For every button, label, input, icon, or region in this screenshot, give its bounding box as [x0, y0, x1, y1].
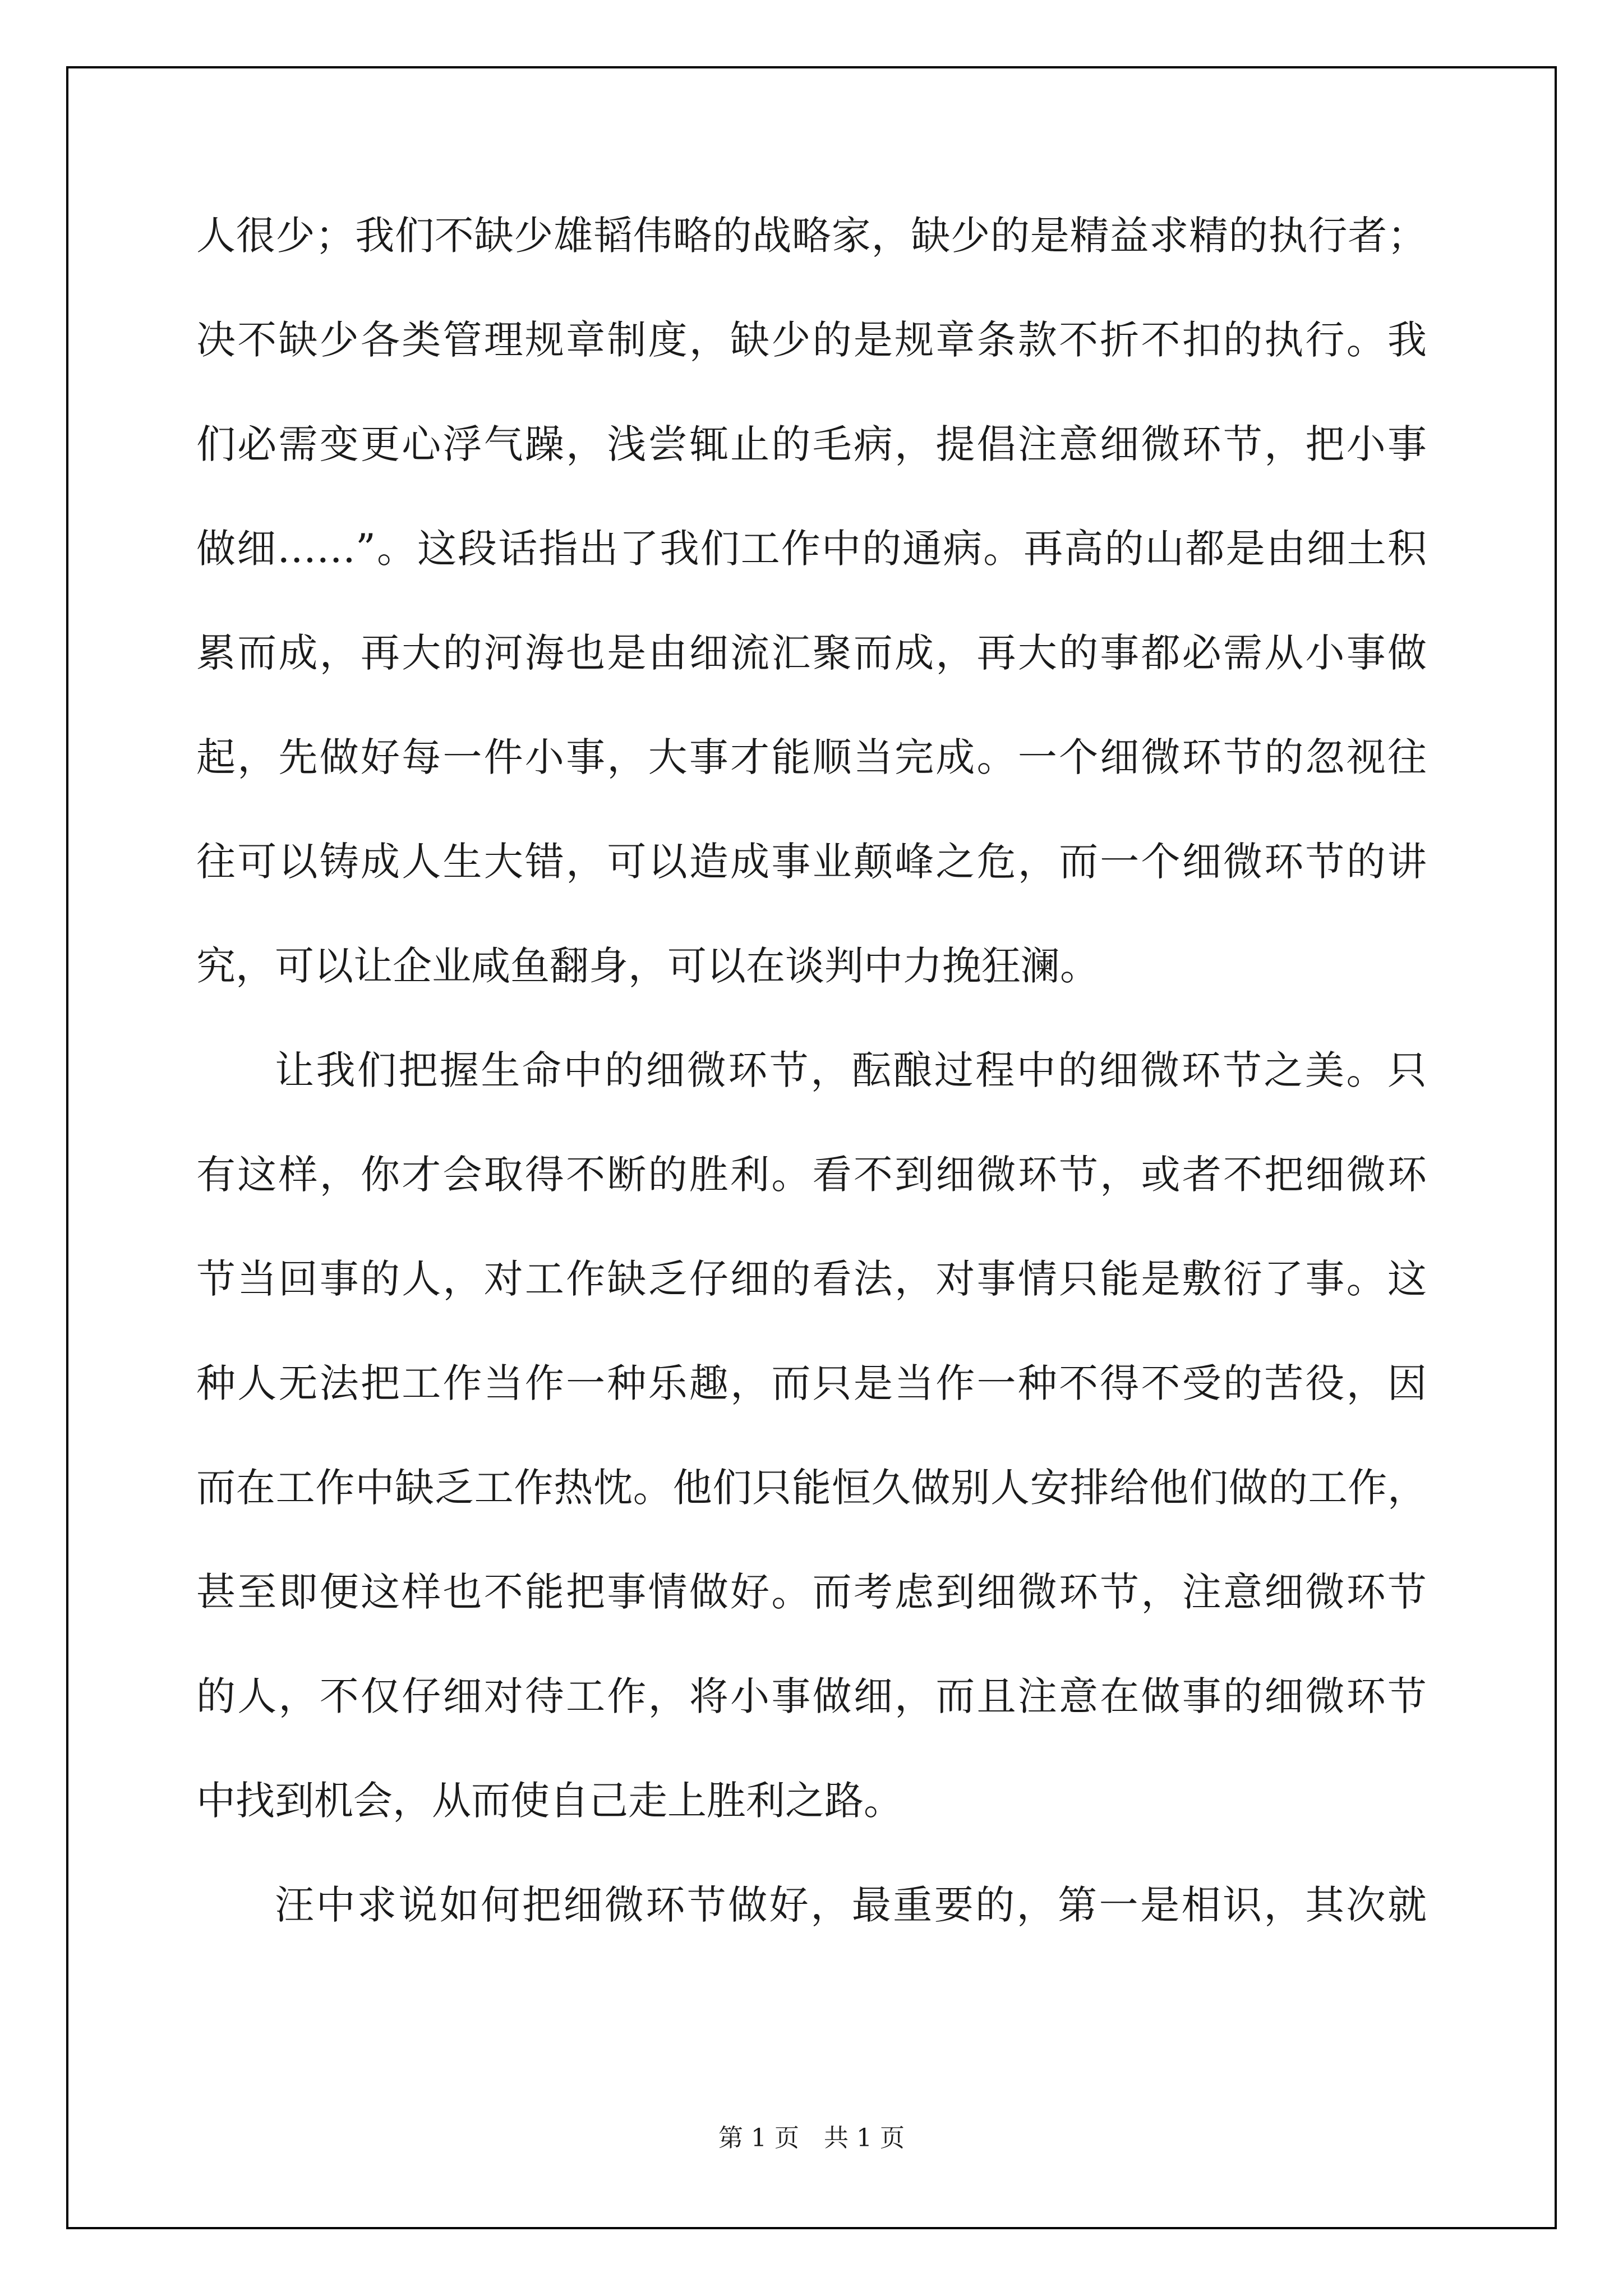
text-line: 究，可以让企业咸鱼翻身，可以在谈判中力挽狂澜。: [196, 943, 1099, 989]
text-line: 人很少；我们不缺少雄韬伟略的战略家，缺少的是精益求精的执行者；: [196, 213, 1427, 259]
text-line: 甚至即便这样也不能把事情做好。而考虑到细微环节，注意细微环节: [196, 1569, 1427, 1615]
text-line: 中找到机会，从而使自己走上胜利之路。: [196, 1778, 903, 1824]
text-line: 的人，不仅仔细对待工作，将小事做细，而且注意在做事的细微环节: [196, 1673, 1427, 1719]
page-number-footer: 第 1 页 共 1 页: [718, 2124, 905, 2152]
text-line: 往可以铸成人生大错，可以造成事业颠峰之危，而一个细微环节的讲: [196, 839, 1427, 885]
text-line: 决不缺少各类管理规章制度，缺少的是规章条款不折不扣的执行。我: [196, 317, 1427, 363]
text-line: 做细……”。这段话指出了我们工作中的通病。再高的山都是由细土积: [196, 526, 1427, 572]
text-line: 节当回事的人，对工作缺乏仔细的看法，对事情只能是敷衍了事。这: [196, 1256, 1427, 1302]
text-line: 有这样，你才会取得不断的胜利。看不到细微环节，或者不把细微环: [196, 1152, 1427, 1198]
text-line: 让我们把握生命中的细微环节，酝酿过程中的细微环节之美。只: [275, 1047, 1427, 1093]
text-line: 汪中求说如何把细微环节做好，最重要的，第一是相识，其次就: [275, 1882, 1427, 1928]
text-line: 而在工作中缺乏工作热忱。他们只能恒久做别人安排给他们做的工作，: [196, 1465, 1427, 1511]
text-line: 种人无法把工作当作一种乐趣，而只是当作一种不得不受的苦役，因: [196, 1360, 1427, 1406]
text-line: 起，先做好每一件小事，大事才能顺当完成。一个细微环节的忽视往: [196, 734, 1427, 780]
text-line: 们必需变更心浮气躁，浅尝辄止的毛病，提倡注意细微环节，把小事: [196, 421, 1427, 467]
text-line: 累而成，再大的河海也是由细流汇聚而成，再大的事都必需从小事做: [196, 630, 1427, 676]
